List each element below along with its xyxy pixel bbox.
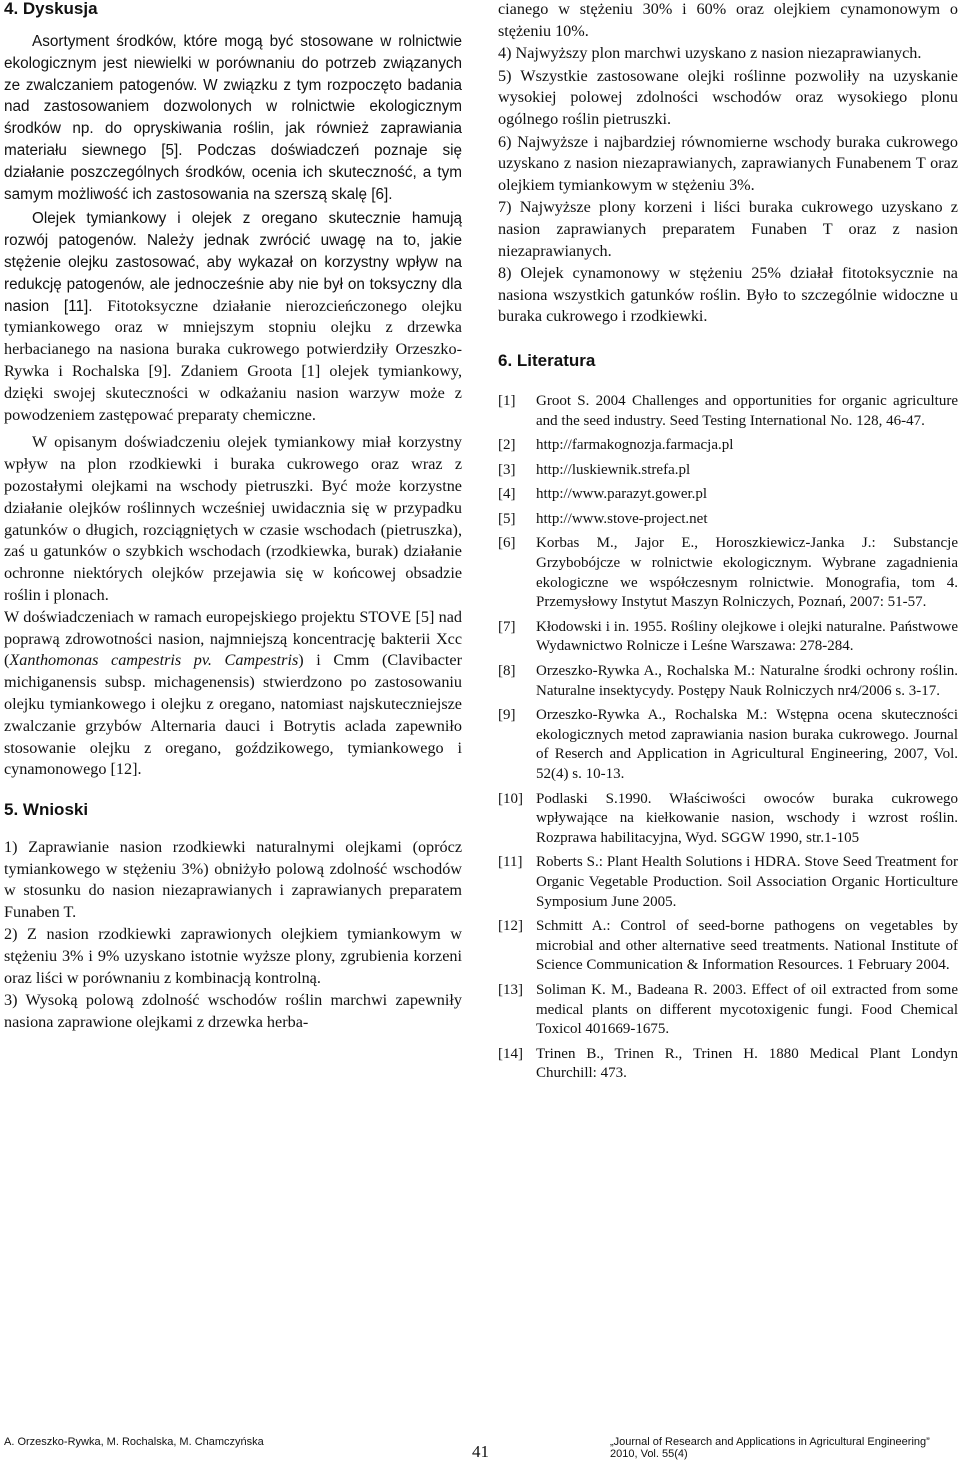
reference-item: [498, 790, 958, 849]
conclusion-item: 7) Najwyższe plony korzeni i liści buraka cukrowego uzyskano z nasion zaprawianych preparatem Funaben T oraz z nasion niezaprawianych.: [498, 198, 958, 260]
reference-list: [498, 392, 958, 1084]
conclusions-list-right: [498, 0, 958, 328]
reference-item: [498, 510, 958, 530]
reference-item: [498, 981, 958, 1040]
reference-number: [4]: [498, 486, 516, 503]
reference-item: [498, 853, 958, 912]
footer-authors: A. Orzeszko-Rywka, M. Rochalska, M. Chamczyńska: [4, 1436, 264, 1448]
section-title-discussion: 4. Dyskusja: [4, 0, 98, 18]
left-column: [4, 0, 462, 1034]
bacteria-name-italic: Xanthomonas campestris pv. Campestris: [9, 651, 299, 670]
reference-number: [1]: [498, 392, 516, 409]
reference-number: [3]: [498, 461, 516, 478]
reference-item: [498, 706, 958, 784]
reference-item: [498, 392, 958, 431]
reference-item: [498, 534, 958, 612]
reference-number: [12]: [498, 918, 523, 935]
reference-number: [6]: [498, 535, 516, 552]
reference-text: Soliman K. M., Badeana R. 2003. Effect of oil extracted from some medical plants on different mycotoxigenic fungi. Food Chemical Toxicol 401669-1675.: [536, 981, 958, 1038]
reference-text: Schmitt A.: Control of seed-borne pathogens on vegetables by microbial and other alternative seed treatments. National Institute of Science Communication & Information Resources. 1 February 2004.: [536, 918, 958, 974]
reference-text: Orzeszko-Rywka A., Rochalska M.: Wstępna ocena skuteczności ekologicznych metod zaprawiania nasion buraka cukrowego. Journal of Reserch and Application in Agricultural Engineering, 2007, Vol. 52(4) s. 10-13.: [536, 707, 958, 782]
section-title-conclusions: 5. Wnioski: [4, 800, 89, 820]
reference-text: http://luskiewnik.strefa.pl: [536, 461, 691, 478]
conclusion-item: cianego w stężeniu 30% i 60% oraz olejkiem cynamonowym o stężeniu 10%.: [498, 0, 958, 40]
conclusion-item: 4) Najwyższy plon marchwi uzyskano z nasion niezaprawianych.: [498, 44, 922, 63]
discussion-paragraph-4: [4, 607, 462, 781]
reference-number: [2]: [498, 437, 516, 454]
reference-item: [498, 917, 958, 976]
reference-text: Kłodowski i in. 1955. Rośliny olejkowe i olejki naturalne. Państwowe Wydawnictwo Rolnicze i Leśne Warszawa: 278-284.: [536, 618, 958, 655]
reference-number: [10]: [498, 790, 523, 807]
reference-item: [498, 662, 958, 701]
reference-text: Podlaski S.1990. Właściwości owoców buraka cukrowego wpływające na kiełkowanie nasion, wschody i wzrost roślin. Rozprawa habilitacyjna, Wyd. SGGW 1990, str.1-105: [536, 790, 958, 846]
reference-item: [498, 485, 958, 505]
reference-text: Roberts S.: Plant Health Solutions i HDRA. Stove Seed Treatment for Organic Vegetable Production. Soil Association Organic Horticulture Symposium June 2005.: [536, 854, 958, 910]
footer-journal: „Journal of Research and Applications in Agricultural Engineering” 2010, Vol. 55(4): [610, 1436, 930, 1460]
reference-number: [5]: [498, 510, 516, 527]
conclusion-item: 6) Najwyższe i najbardziej równomierne wschody buraka cukrowego uzyskano z nasion niezaprawianych, zaprawianych Funabenem T oraz olejkiem tymiankowym w stężeniu 3%.: [498, 132, 958, 194]
reference-text: Groot S. 2004 Challenges and opportunities for organic agriculture and the seed industry. Seed Testing International No. 128, 46-47.: [536, 392, 958, 429]
right-column: [498, 0, 958, 1089]
reference-number: [14]: [498, 1045, 523, 1062]
reference-number: [9]: [498, 707, 516, 724]
reference-number: [8]: [498, 663, 516, 680]
reference-text: http://www.parazyt.gower.pl: [536, 486, 708, 503]
discussion-paragraph-4-part-b: ) i Cmm (Clavibacter michiganensis subsp. michagenensis) stwierdzono po zastosowaniu olejku tymiankowego i olejku z oregano, natomiast najskuteczniejsze zwalczanie grzybów Alternaria dauci i Botrytis aclada zapewniło stosowanie olejku z oregano, goździkowego, tymiankowego i cynamonowego [12].: [4, 651, 462, 779]
reference-text: http://www.stove-project.net: [536, 510, 708, 527]
discussion-paragraph-2-part-a: Olejek tymiankowy i olejek z oregano skutecznie hamują rozwój patogenów.: [4, 210, 462, 250]
reference-number: [11]: [498, 854, 523, 871]
conclusion-item: 5) Wszystkie zastosowane olejki roślinne pozwoliły na uzyskanie wysokiej polowej zdolności wschodów oraz wysokiego plonu ogólnego roślin pietruszki.: [498, 66, 958, 128]
conclusion-item: 2) Z nasion rzodkiewki zaprawionych olejkiem tymiankowym w stężeniu 3% i 9% uzyskano istotnie wyższe plony, zgrubienia korzeni oraz liści w porównaniu z kombinacją kontrolną.: [4, 925, 462, 987]
discussion-paragraph-2: [4, 208, 462, 426]
reference-item: [498, 436, 958, 456]
conclusion-item: 3) Wysoką polową zdolność wschodów roślin marchwi zapewniły nasiona zaprawione olejkami z drzewka herba-: [4, 991, 462, 1031]
discussion-paragraph-3: W opisanym doświadczeniu olejek tymiankowy miał korzystny wpływ na plon rzodkiewki i buraka cukrowego oraz wraz z pozostałymi olejkami na wschody pietruszki. Być może korzystne działanie olejków roślinnych wcześniej uwidacznia się w przypadku gatunków o długich, rozciągniętych w czasie wschodach (pietruszka), zaś u gatunków o szybkich wschodach (rzodkiewka, burak) działanie ochronne niektórych olejków przejawia się w końcowej obsadzie roślin i plonach.: [4, 433, 462, 604]
reference-text: Orzeszko-Rywka A., Rochalska M.: Naturalne środki ochrony roślin. Naturalne insektycydy. Postępy Nauk Rolniczych nr4/2006 s. 3-17.: [536, 663, 958, 699]
reference-text: Trinen B., Trinen R., Trinen H. 1880 Medical Plant Londyn Churchill: 473.: [536, 1045, 958, 1082]
discussion-paragraph-2-part-b: Należy jednak zwrócić uwagę na to, jakie stężenie olejku zastosować, aby wykazał on korzystny wpływ na redukcję patogenów, ale jednocześnie aby nie był on toksyczny dla nasion [11].: [4, 232, 462, 315]
discussion-paragraph-1: Asortyment środków, które mogą być stosowane w rolnictwie ekologicznym jest niewielki w porównaniu do potrzeb związanych ze zwalczaniem patogenów. W związku z tym rozpoczęto badania nad zastosowaniem dozwolonych w rolnictwie ekologicznym środków np. do opryskiwania roślin, jak również zaprawiania materiału siewnego [5]. Podczas doświadczeń poznaje się działanie poszczególnych środków, ocenia ich skuteczność, a tym samym możliwość ich zastosowania na szerszą skalę [6].: [4, 33, 462, 203]
page-number: 41: [472, 1442, 489, 1461]
reference-text: Korbas M., Jajor E., Horoszkiewicz-Janka J.: Substancje Grzybobójcze w rolnictwie ekologicznym. Wybrane zagadnienia ekologiczne we współczesnym rolnictwie. Monografia, tom 4. Przemysłowy Instytut Maszyn Rolniczych, Poznań, 2007: 51-57.: [536, 535, 958, 611]
conclusion-item: 8) Olejek cynamonowy w stężeniu 25% działał fitotoksycznie na nasiona wszystkich gatunków roślin. Było to szczególnie widoczne u buraka cukrowego i rzodkiewki.: [498, 264, 958, 326]
reference-item: [498, 618, 958, 657]
discussion-paragraph-4-part-a: W doświadczeniach w ramach europejskiego projektu STOVE [5] nad poprawą zdrowotności nasion, najmniejszą koncentrację bakterii Xcc (: [4, 607, 462, 670]
conclusion-item: 1) Zaprawianie nasion rzodkiewki naturalnymi olejkami (oprócz tymiankowego w stężeniu 3%) obniżyło polową zdolność wschodów w stosunku do nasion niezaprawianych i zaprawianych preparatem Funaben T.: [4, 838, 462, 921]
reference-number: [7]: [498, 618, 516, 635]
reference-item: [498, 1045, 958, 1084]
section-title-literature: 6. Literatura: [498, 350, 596, 370]
reference-item: [498, 461, 958, 481]
reference-text: http://farmakognozja.farmacja.pl: [536, 437, 734, 454]
conclusions-list-left: [4, 837, 462, 1033]
reference-number: [13]: [498, 981, 523, 998]
discussion-paragraph-2-part-c: Fitotoksyczne działanie nierozcieńczonego olejku tymiankowego oraz w mniejszym stopniu olejku z drzewka herbacianego na nasiona buraka cukrowego potwierdziły Orzeszko-Rywka i Rochalska [9]. Zdaniem Groota [1] olejek tymiankowy, dzięki swojej skuteczności w odkażaniu nasion warzyw może z powodzeniem zastępować preparaty chemiczne.: [4, 296, 462, 424]
